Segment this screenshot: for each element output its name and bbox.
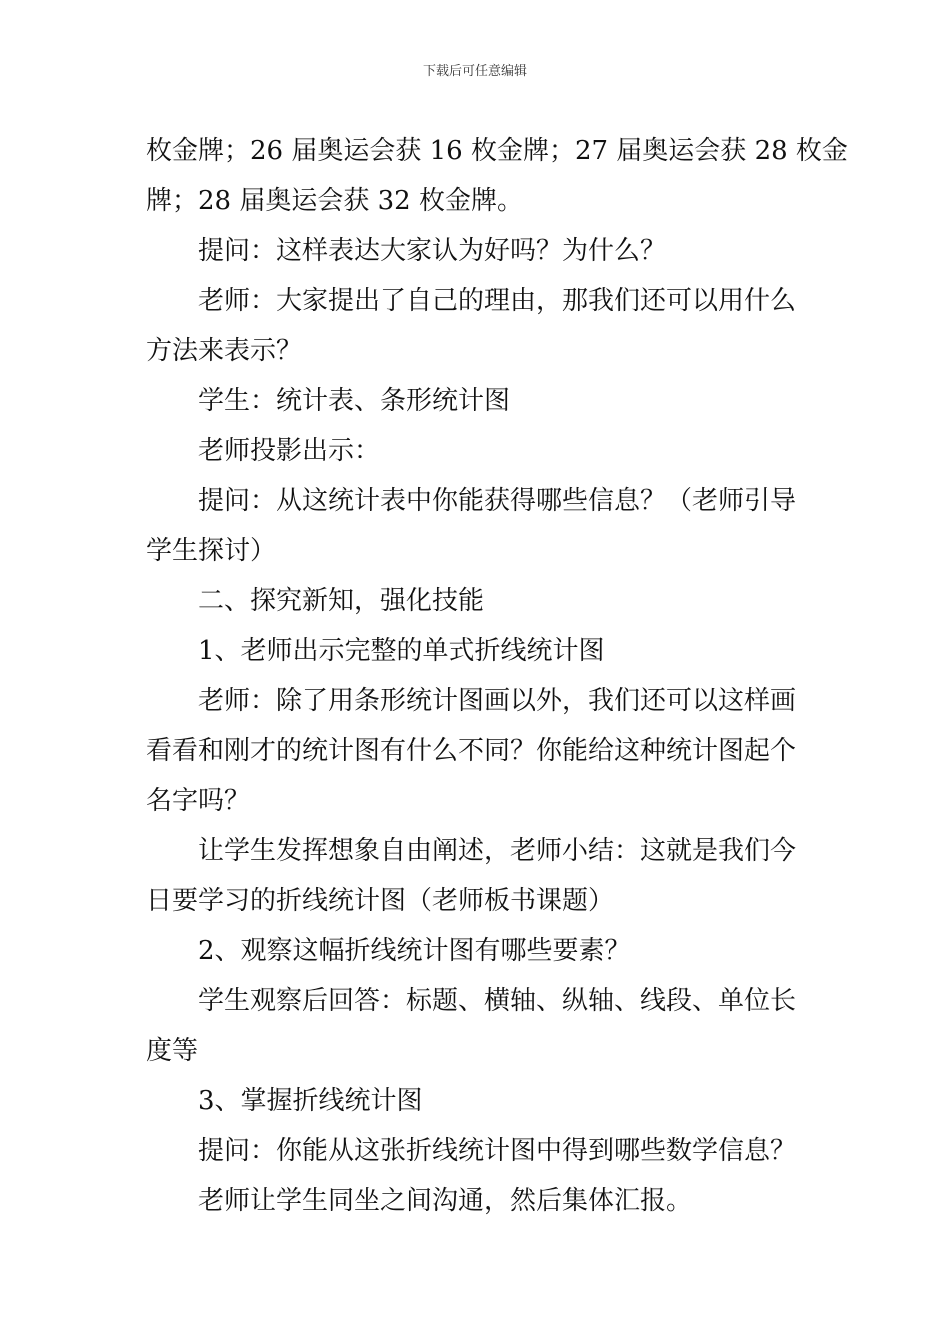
text-line: 3、掌握折线统计图 <box>198 1086 423 1116</box>
text-line: 学生观察后回答：标题、横轴、纵轴、线段、单位长 <box>198 986 797 1016</box>
text-line: 老师：除了用条形统计图画以外，我们还可以这样画 <box>198 686 797 716</box>
text-line: 提问：从这统计表中你能获得哪些信息？（老师引导 <box>198 486 797 516</box>
text-line: 学生探讨） <box>146 536 277 566</box>
text-line: 学生：统计表、条形统计图 <box>198 386 511 416</box>
text-line: 牌；28 届奥运会获 32 枚金牌。 <box>146 186 523 216</box>
text-line: 度等 <box>146 1036 199 1066</box>
text-line: 方法来表示？ <box>146 336 303 366</box>
text-line: 提问：你能从这张折线统计图中得到哪些数学信息？ <box>198 1136 797 1166</box>
text-line: 提问：这样表达大家认为好吗？为什么？ <box>198 236 667 266</box>
text-line: 名字吗？ <box>146 786 251 816</box>
text-line: 看看和刚才的统计图有什么不同？你能给这种统计图起个 <box>146 736 797 766</box>
page-header: 下载后可任意编辑 <box>422 64 527 79</box>
text-line: 老师让学生同坐之间沟通，然后集体汇报。 <box>198 1186 693 1216</box>
text-line: 老师投影出示： <box>198 436 381 466</box>
section-heading: 二、探究新知，强化技能 <box>198 586 485 616</box>
document-body <box>146 126 848 1226</box>
text-line: 让学生发挥想象自由阐述，老师小结：这就是我们今 <box>198 836 797 866</box>
text-line: 2、观察这幅折线统计图有哪些要素？ <box>198 936 631 966</box>
text-line: 日要学习的折线统计图（老师板书课题） <box>146 886 615 916</box>
text-line: 1、老师出示完整的单式折线统计图 <box>198 636 605 666</box>
text-line: 枚金牌；26 届奥运会获 16 枚金牌；27 届奥运会获 28 枚金 <box>146 136 848 166</box>
text-line: 老师：大家提出了自己的理由，那我们还可以用什么 <box>198 286 797 316</box>
